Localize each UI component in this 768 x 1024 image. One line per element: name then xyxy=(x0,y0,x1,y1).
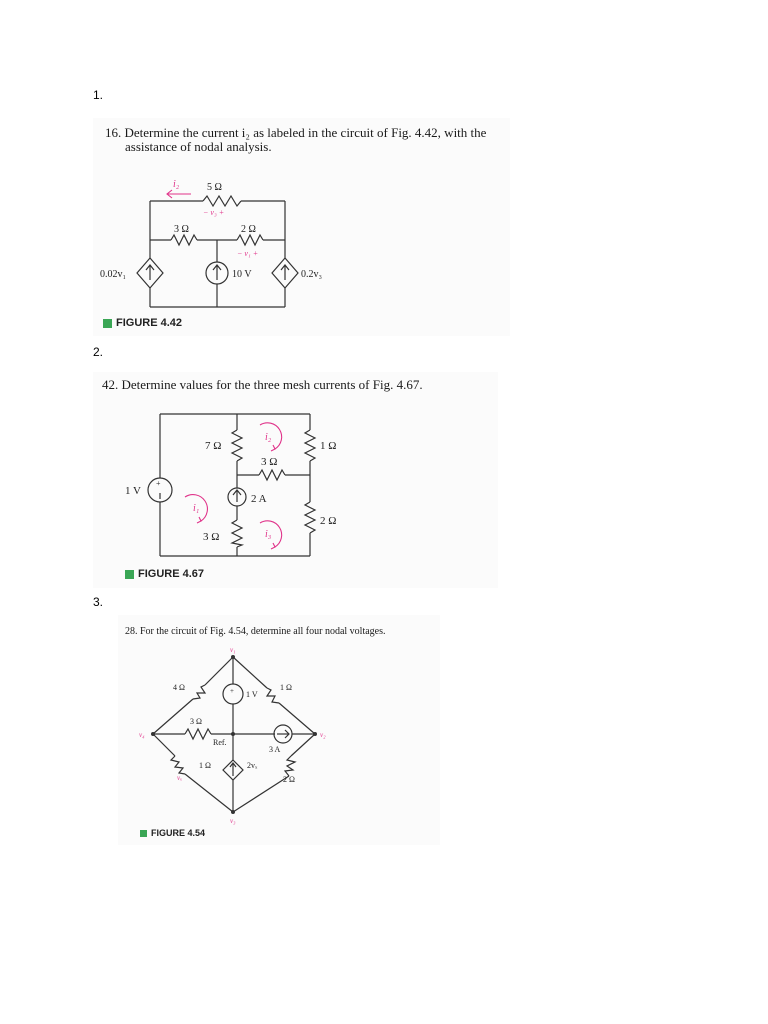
problem-number-1: 1. xyxy=(93,88,104,102)
label-4ohm: 4 Ω xyxy=(173,683,185,692)
label-dep-right: 0.2v₃ xyxy=(301,269,322,280)
label-3ohm-bottom: 3 Ω xyxy=(203,531,220,543)
problem-number-2: 2. xyxy=(93,345,104,359)
problem-1-question xyxy=(105,126,486,154)
label-1ohm-top: 1 Ω xyxy=(280,683,292,692)
label-i3: i₃ xyxy=(265,529,272,540)
question-number: 16. xyxy=(105,125,122,140)
label-vx: vₓ xyxy=(177,774,183,782)
caption-text: FIGURE 4.67 xyxy=(138,568,205,580)
figure-caption-4-42 xyxy=(103,317,182,329)
caption-text: FIGURE 4.42 xyxy=(116,317,183,329)
label-2ohm: 2 Ω xyxy=(241,224,256,235)
figure-caption-4-67 xyxy=(125,568,204,580)
label-3a: 3 A xyxy=(269,745,281,754)
figure-4-67-circuit xyxy=(115,405,355,565)
label-v2: v₂ xyxy=(320,731,326,739)
question-text: Determine the current i₂ as labeled in the circuit of Fig. 4.42, with the xyxy=(124,125,487,140)
label-v3: v₃ xyxy=(230,817,236,825)
label-7ohm: 7 Ω xyxy=(205,440,222,452)
label-i2: i₂ xyxy=(173,179,180,190)
label-3ohm: 3 Ω xyxy=(190,717,202,726)
figure-4-54-circuit xyxy=(135,640,345,825)
label-2ohm: 2 Ω xyxy=(283,775,295,784)
label-2ohm: 2 Ω xyxy=(320,515,337,527)
label-3ohm-mid: 3 Ω xyxy=(261,456,278,468)
question-text: Determine values for the three mesh currents of Fig. 4.67. xyxy=(121,377,423,392)
label-1ohm: 1 Ω xyxy=(320,440,337,452)
problem-2-question xyxy=(102,378,423,392)
label-v3: − v₃ + xyxy=(203,208,225,217)
problem-number-3: 3. xyxy=(93,595,104,609)
problem-3-question xyxy=(125,625,386,639)
label-2vx: 2vₓ xyxy=(247,761,258,770)
caption-square-icon xyxy=(103,319,112,328)
question-text-line2: assistance of nodal analysis. xyxy=(125,139,272,154)
label-5ohm: 5 Ω xyxy=(207,182,222,193)
figure-4-42-circuit xyxy=(95,170,355,320)
plus-sign: + xyxy=(156,479,161,488)
label-v4: v₄ xyxy=(139,731,145,739)
label-v1: − v₁ + xyxy=(237,249,259,258)
caption-square-icon xyxy=(140,830,147,837)
label-dep-left: 0.02v₁ xyxy=(100,269,126,280)
label-i1: i₁ xyxy=(193,503,200,514)
caption-square-icon xyxy=(125,570,134,579)
label-2a: 2 A xyxy=(251,493,267,505)
caption-text: FIGURE 4.54 xyxy=(151,828,206,838)
plus-sign: + xyxy=(230,687,234,695)
label-10v: 10 V xyxy=(232,269,252,280)
figure-caption-4-54 xyxy=(140,828,205,838)
question-text: For the circuit of Fig. 4.54, determine all four nodal voltages. xyxy=(140,626,386,637)
question-number: 42. xyxy=(102,377,119,392)
label-ref: Ref. xyxy=(213,738,227,747)
question-number: 28. xyxy=(125,626,138,637)
label-1v: 1 V xyxy=(246,690,258,699)
label-3ohm: 3 Ω xyxy=(174,224,189,235)
label-1ohm-bottom: 1 Ω xyxy=(199,761,211,770)
label-i2: i₂ xyxy=(265,432,272,443)
label-1v: 1 V xyxy=(125,485,141,497)
label-v1: v₁ xyxy=(230,646,236,654)
